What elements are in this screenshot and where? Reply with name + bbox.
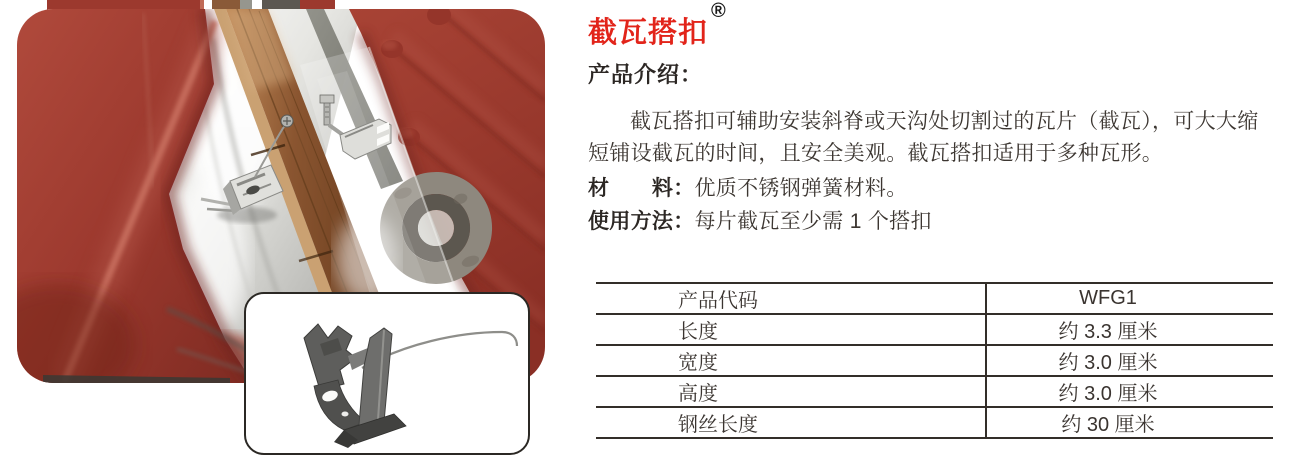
spec-table-row <box>596 376 1273 407</box>
usage-line <box>588 205 932 238</box>
product-title <box>588 0 727 51</box>
spec-value-cell: 约 3.0 厘米 <box>986 376 1273 407</box>
spec-value-cell: WFG1 <box>986 283 1273 314</box>
material-line <box>588 172 932 205</box>
clip-closeup-inset <box>244 292 530 455</box>
spec-table-row <box>596 407 1273 438</box>
clip-closeup-illustration <box>246 294 528 453</box>
product-title-text: 截瓦搭扣 <box>588 17 709 49</box>
spec-table <box>596 282 1273 439</box>
intro-paragraph-line-1: 截瓦搭扣可辅助安装斜脊或天沟处切割过的瓦片（截瓦），可大大缩 <box>630 110 1259 133</box>
spec-name-cell: 宽度 <box>596 345 986 376</box>
intro-paragraph-line-2: 短铺设截瓦的时间，且安全美观。截瓦搭扣适用于多种瓦形。 <box>588 142 1164 165</box>
spec-value-cell: 约 3.0 厘米 <box>986 345 1273 376</box>
registered-trademark: ® <box>711 0 727 23</box>
spec-name-cell: 长度 <box>596 314 986 345</box>
usage-label: 使用方法： <box>588 210 695 233</box>
spec-table-row <box>596 314 1273 345</box>
material-label: 材 料： <box>588 177 695 200</box>
intro-paragraph <box>588 106 1288 170</box>
spec-name-cell: 高度 <box>596 376 986 407</box>
spring-clip <box>304 324 517 448</box>
spec-name-cell: 钢丝长度 <box>596 407 986 438</box>
usage-value: 每片截瓦至少需 1 个搭扣 <box>694 210 932 233</box>
spec-table-row <box>596 283 1273 314</box>
spec-value-cell: 约 3.3 厘米 <box>986 314 1273 345</box>
spec-value-cell: 约 30 厘米 <box>986 407 1273 438</box>
spec-name-cell: 产品代码 <box>596 283 986 314</box>
spec-lines <box>588 172 932 238</box>
spec-table-row <box>596 345 1273 376</box>
material-value: 优质不锈钢弹簧材料。 <box>694 177 908 200</box>
intro-heading: 产品介绍： <box>588 62 704 87</box>
